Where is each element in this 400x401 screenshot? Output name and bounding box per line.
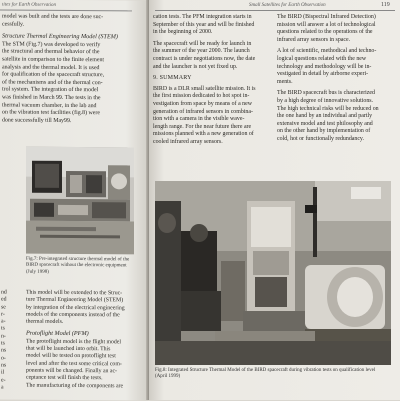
caption-line: BIRD spacecraft without the electronic equipment bbox=[26, 262, 127, 269]
text-line: questions related to the operations of the bbox=[277, 29, 373, 36]
text-line: and the launcher is not yet fixed up. bbox=[153, 63, 238, 70]
stem-heading: Structure Thermal Engineering Model (STEM) bbox=[2, 32, 118, 41]
fragment: e- bbox=[1, 377, 6, 384]
text-line: ture Thermal Engineering Model (STEM) bbox=[26, 296, 124, 304]
text-line: ments. bbox=[277, 78, 293, 85]
text-line: model will be tested on protoflight test bbox=[26, 353, 116, 360]
text-line: by integration of the electrical engineering bbox=[26, 304, 125, 311]
fragment: a- bbox=[1, 318, 6, 325]
text-line: BIRD is a DLR small satellite mission. It is bbox=[153, 85, 256, 92]
paragraph bbox=[277, 48, 393, 86]
fragment: se bbox=[1, 304, 6, 311]
figure-7-caption bbox=[26, 257, 144, 277]
text-line: models of the components instead of the bbox=[26, 311, 120, 319]
fragment: o- bbox=[1, 355, 6, 362]
paragraph bbox=[2, 13, 134, 29]
text-line: The spacecraft will be ready for launch in bbox=[153, 40, 252, 47]
paragraph bbox=[277, 14, 393, 44]
figure-8-photo bbox=[155, 181, 391, 365]
text-line: on the other hand by implementation of bbox=[277, 128, 371, 135]
header-rule bbox=[0, 9, 132, 11]
stem-paragraph bbox=[2, 41, 134, 125]
text-line: logical questions related with the new bbox=[277, 55, 367, 62]
text-line: ponents will be changed. Finally an ac- bbox=[26, 367, 117, 375]
text-line: The BIRD spacecraft bus is characterized bbox=[277, 90, 375, 97]
caption-line: (April 1999) bbox=[155, 374, 181, 380]
text-line: cooled infrared array sensors. bbox=[153, 138, 223, 145]
text-line: of the mechanisms and of the thermal con- bbox=[2, 79, 103, 86]
left-text-column bbox=[2, 13, 134, 129]
text-line: tion with a camera in the visible wave- bbox=[153, 116, 245, 123]
right-column-1 bbox=[153, 14, 265, 151]
text-line: The protoflight model is the flight model bbox=[26, 338, 121, 346]
text-line: The manufacturing of the components are bbox=[26, 382, 124, 389]
right-column-2 bbox=[277, 14, 393, 148]
figure-7-photo bbox=[26, 147, 134, 255]
text-line: for qualification of the spacecraft structure, bbox=[2, 71, 105, 79]
text-line: The BIRD (Bispectral Infrared Detection) bbox=[277, 14, 376, 20]
text-line: on the vibration test facilities (fig.8) were bbox=[2, 109, 100, 117]
text-line: mission will answer a lot of technological bbox=[277, 21, 376, 28]
text-line: trol system. The integration of the model bbox=[2, 86, 99, 94]
text-line: length range. For the near future there are bbox=[153, 123, 252, 130]
text-line: vestigated in detail by airborne experi- bbox=[277, 71, 369, 78]
text-line: analysis and the thermal model. It is used bbox=[2, 64, 100, 71]
text-line: This model will be extended to the Struc- bbox=[26, 289, 123, 297]
text-line: by a high degree of innovative solutions. bbox=[277, 97, 374, 104]
text-line: the one hand by an individual and partly bbox=[277, 113, 373, 120]
page-number: 119 bbox=[381, 2, 390, 8]
paragraph bbox=[153, 41, 265, 71]
margin-fragments-column bbox=[1, 289, 15, 391]
caption-line: Fig.8: Integrated Structure Thermal Model of the BIRD spacecraft during vibration tests on qualification level bbox=[155, 368, 376, 373]
text-line: contract is under negotiations now, the date bbox=[153, 55, 256, 62]
text-line: thermal vacuum chamber, in the lab and bbox=[2, 102, 97, 109]
summary-heading: 9. SUMMARY bbox=[153, 75, 192, 82]
text-line: done successfully till May99. bbox=[2, 117, 72, 124]
right-running-header: Small Satellites for Earth Observation bbox=[249, 3, 326, 8]
text-line: the structural and thermal behavior of the bbox=[2, 48, 100, 56]
text-line: that will be launched into orbit. This bbox=[26, 345, 111, 353]
text-line: model was built and the tests are done suc- bbox=[2, 13, 104, 21]
fragment: ts bbox=[1, 340, 5, 347]
text-line: The STM (Fig.7) was developed to verify bbox=[2, 41, 101, 48]
fragment: ed bbox=[1, 296, 7, 303]
summary-paragraph bbox=[153, 86, 265, 147]
fragment: ns bbox=[1, 362, 7, 369]
figure-8-caption bbox=[155, 368, 395, 381]
text-line: cessfully. bbox=[2, 21, 25, 28]
text-line: level and after the test some critical com- bbox=[26, 360, 122, 368]
text-line: technology and methodology will be in- bbox=[277, 63, 372, 70]
paragraph bbox=[153, 14, 265, 37]
fragment: il bbox=[1, 369, 5, 376]
text-line: extensive model and test philosophy and bbox=[277, 120, 373, 127]
text-line: A lot of scientific, methodical and techno- bbox=[277, 48, 377, 55]
text-line: in the beginning of 2000. bbox=[153, 29, 213, 36]
text-line: the first mission dedicated to hot spot in- bbox=[153, 93, 250, 100]
protoflight-heading: Protoflight Model (PFM) bbox=[26, 330, 89, 338]
stem-extension-paragraph bbox=[26, 290, 144, 327]
text-line: generation of infrared sensors in combina- bbox=[153, 108, 253, 115]
fragment: r- bbox=[1, 311, 5, 318]
text-line: cold, hot or functionally redundancy. bbox=[277, 135, 364, 142]
text-line: the summer of the year 2000. The launch bbox=[153, 48, 250, 55]
caption-line: Fig.7: Pre-integrated structure thermal model of the bbox=[26, 256, 130, 263]
left-page bbox=[0, 0, 148, 401]
text-line: The high technical risks will be reduced on bbox=[277, 105, 379, 112]
caption-line: (July 1998) bbox=[26, 269, 49, 275]
paragraph bbox=[277, 90, 393, 143]
text-line: vestigation from space by means of a new bbox=[153, 100, 252, 107]
text-line: satellite in comparison to the finite element bbox=[2, 56, 105, 64]
text-line: September of this year and will be finished bbox=[153, 21, 255, 28]
text-line: infrared array sensors in space. bbox=[277, 36, 351, 43]
text-line: ceptance test will finish the tests. bbox=[26, 374, 103, 382]
left-lower-column bbox=[26, 290, 144, 395]
text-line: thermal models. bbox=[26, 318, 64, 326]
protoflight-paragraph bbox=[26, 338, 144, 390]
text-line: missions planned with a new generation of bbox=[153, 131, 254, 138]
left-running-header: tites for Earth Observation bbox=[2, 2, 57, 8]
fragment: n- bbox=[1, 333, 6, 340]
fragment: a bbox=[1, 384, 4, 391]
fragment: ts bbox=[1, 325, 5, 333]
header-rule bbox=[155, 10, 395, 11]
fragment: nd bbox=[1, 289, 7, 296]
text-line: cation tests. The PFM integration starts in bbox=[153, 14, 252, 20]
fragment: ns bbox=[1, 347, 7, 354]
text-line: was finished in March 99. The tests in the bbox=[2, 94, 101, 102]
